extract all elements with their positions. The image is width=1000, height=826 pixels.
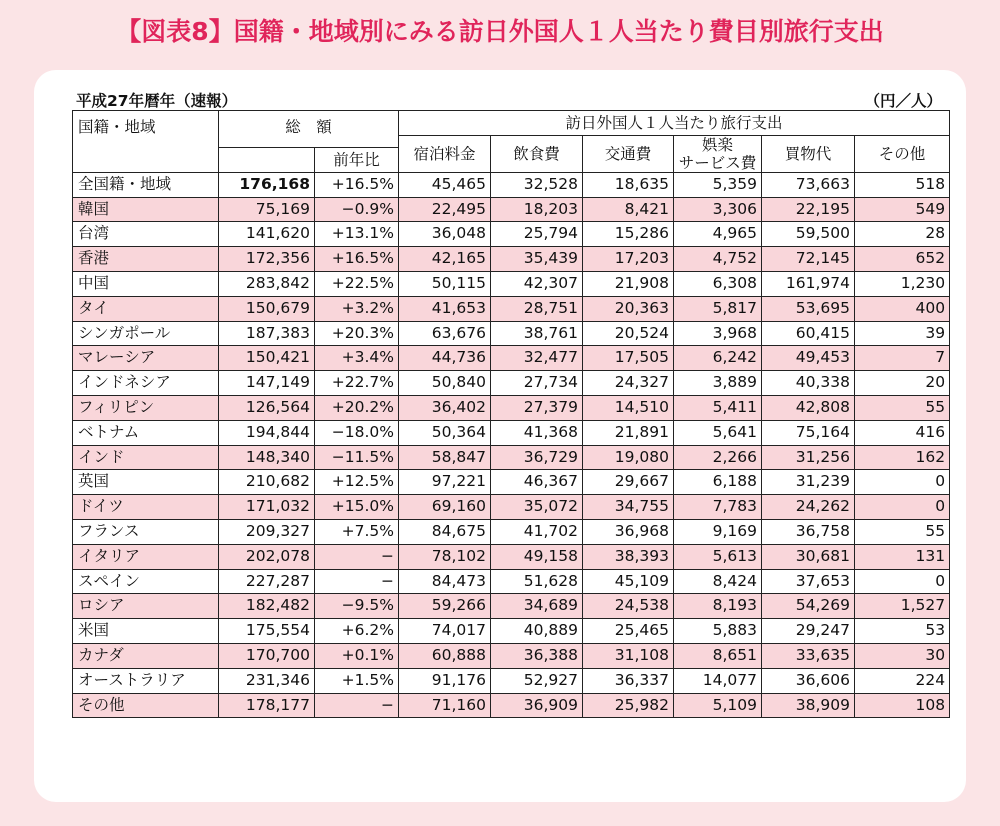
cell-total: 126,564 (219, 395, 315, 420)
cell-food: 40,889 (491, 619, 583, 644)
cell-transport: 25,465 (583, 619, 674, 644)
cell-other: 0 (855, 470, 950, 495)
cell-region: フランス (73, 519, 219, 544)
cell-region: 韓国 (73, 197, 219, 222)
cell-region: イタリア (73, 544, 219, 569)
cell-other: 55 (855, 519, 950, 544)
cell-region: タイ (73, 296, 219, 321)
cell-shopping: 60,415 (762, 321, 855, 346)
cell-yoy: +7.5% (315, 519, 399, 544)
cell-food: 51,628 (491, 569, 583, 594)
cell-total: 202,078 (219, 544, 315, 569)
cell-lodging: 84,675 (399, 519, 491, 544)
table-row (73, 321, 950, 346)
cell-other: 1,527 (855, 594, 950, 619)
cell-region: カナダ (73, 643, 219, 668)
cell-yoy: +1.5% (315, 668, 399, 693)
cell-lodging: 78,102 (399, 544, 491, 569)
cell-yoy: −9.5% (315, 594, 399, 619)
cell-entertainment: 3,968 (674, 321, 762, 346)
cell-food: 41,702 (491, 519, 583, 544)
cell-entertainment: 6,308 (674, 271, 762, 296)
cell-total: 231,346 (219, 668, 315, 693)
cell-transport: 31,108 (583, 643, 674, 668)
cell-entertainment: 4,752 (674, 247, 762, 272)
cell-lodging: 50,115 (399, 271, 491, 296)
cell-food: 36,909 (491, 693, 583, 718)
cell-region: 全国籍・地域 (73, 172, 219, 197)
table-row (73, 668, 950, 693)
cell-total: 150,421 (219, 346, 315, 371)
cell-transport: 19,080 (583, 445, 674, 470)
table-row (73, 519, 950, 544)
cell-transport: 18,635 (583, 172, 674, 197)
cell-entertainment: 6,242 (674, 346, 762, 371)
cell-transport: 8,421 (583, 197, 674, 222)
cell-region: ドイツ (73, 495, 219, 520)
cell-total: 283,842 (219, 271, 315, 296)
cell-lodging: 84,473 (399, 569, 491, 594)
table-row (73, 445, 950, 470)
cell-entertainment: 7,783 (674, 495, 762, 520)
cell-lodging: 58,847 (399, 445, 491, 470)
cell-yoy: − (315, 693, 399, 718)
cell-region: インドネシア (73, 371, 219, 396)
cell-yoy: +13.1% (315, 222, 399, 247)
cell-transport: 24,538 (583, 594, 674, 619)
cell-transport: 21,891 (583, 420, 674, 445)
cell-other: 0 (855, 495, 950, 520)
table-row (73, 247, 950, 272)
cell-yoy: +3.4% (315, 346, 399, 371)
cell-lodging: 71,160 (399, 693, 491, 718)
table-row (73, 619, 950, 644)
cell-lodging: 91,176 (399, 668, 491, 693)
header-shopping: 買物代 (762, 135, 855, 172)
cell-region: 米国 (73, 619, 219, 644)
cell-lodging: 44,736 (399, 346, 491, 371)
cell-lodging: 22,495 (399, 197, 491, 222)
cell-shopping: 42,808 (762, 395, 855, 420)
header-total-blank (219, 148, 315, 173)
cell-shopping: 36,758 (762, 519, 855, 544)
cell-shopping: 49,453 (762, 346, 855, 371)
cell-total: 187,383 (219, 321, 315, 346)
cell-region: スペイン (73, 569, 219, 594)
cell-entertainment: 14,077 (674, 668, 762, 693)
table-row (73, 296, 950, 321)
header-region: 国籍・地域 (73, 111, 219, 173)
cell-transport: 14,510 (583, 395, 674, 420)
cell-lodging: 69,160 (399, 495, 491, 520)
cell-shopping: 161,974 (762, 271, 855, 296)
cell-food: 18,203 (491, 197, 583, 222)
page-title: 【図表8】国籍・地域別にみる訪日外国人１人当たり費目別旅行支出 (116, 17, 884, 46)
cell-yoy: +0.1% (315, 643, 399, 668)
cell-food: 38,761 (491, 321, 583, 346)
cell-food: 36,388 (491, 643, 583, 668)
cell-shopping: 59,500 (762, 222, 855, 247)
cell-shopping: 75,164 (762, 420, 855, 445)
cell-entertainment: 8,193 (674, 594, 762, 619)
table-row (73, 172, 950, 197)
cell-other: 108 (855, 693, 950, 718)
header-total: 総 額 (219, 111, 399, 148)
cell-other: 1,230 (855, 271, 950, 296)
cell-region: 香港 (73, 247, 219, 272)
cell-transport: 15,286 (583, 222, 674, 247)
cell-other: 131 (855, 544, 950, 569)
cell-other: 224 (855, 668, 950, 693)
table-row (73, 693, 950, 718)
cell-lodging: 74,017 (399, 619, 491, 644)
cell-shopping: 30,681 (762, 544, 855, 569)
cell-region: オーストラリア (73, 668, 219, 693)
cell-transport: 36,968 (583, 519, 674, 544)
table-row (73, 569, 950, 594)
cell-shopping: 29,247 (762, 619, 855, 644)
cell-shopping: 24,262 (762, 495, 855, 520)
cell-other: 162 (855, 445, 950, 470)
cell-entertainment: 8,424 (674, 569, 762, 594)
cell-yoy: +22.5% (315, 271, 399, 296)
cell-transport: 17,203 (583, 247, 674, 272)
cell-total: 178,177 (219, 693, 315, 718)
table-row (73, 395, 950, 420)
cell-shopping: 33,635 (762, 643, 855, 668)
cell-region: シンガポール (73, 321, 219, 346)
table-row (73, 420, 950, 445)
cell-lodging: 41,653 (399, 296, 491, 321)
cell-yoy: −0.9% (315, 197, 399, 222)
cell-lodging: 60,888 (399, 643, 491, 668)
header-food: 飲食費 (491, 135, 583, 172)
unit-label: （円／人） (864, 92, 942, 110)
cell-lodging: 63,676 (399, 321, 491, 346)
cell-yoy: −11.5% (315, 445, 399, 470)
cell-transport: 24,327 (583, 371, 674, 396)
cell-transport: 29,667 (583, 470, 674, 495)
cell-yoy: +12.5% (315, 470, 399, 495)
cell-food: 35,072 (491, 495, 583, 520)
cell-total: 75,169 (219, 197, 315, 222)
cell-other: 416 (855, 420, 950, 445)
cell-region: フィリピン (73, 395, 219, 420)
cell-food: 46,367 (491, 470, 583, 495)
cell-other: 400 (855, 296, 950, 321)
cell-total: 147,149 (219, 371, 315, 396)
header-transport: 交通費 (583, 135, 674, 172)
cell-total: 148,340 (219, 445, 315, 470)
cell-total: 170,700 (219, 643, 315, 668)
cell-other: 549 (855, 197, 950, 222)
cell-yoy: +15.0% (315, 495, 399, 520)
cell-shopping: 36,606 (762, 668, 855, 693)
cell-shopping: 53,695 (762, 296, 855, 321)
cell-total: 227,287 (219, 569, 315, 594)
header-lodging: 宿泊料金 (399, 135, 491, 172)
cell-yoy: −18.0% (315, 420, 399, 445)
cell-yoy: +22.7% (315, 371, 399, 396)
cell-total: 175,554 (219, 619, 315, 644)
cell-transport: 17,505 (583, 346, 674, 371)
cell-food: 27,379 (491, 395, 583, 420)
cell-region: 英国 (73, 470, 219, 495)
cell-total: 150,679 (219, 296, 315, 321)
cell-region: 中国 (73, 271, 219, 296)
cell-other: 652 (855, 247, 950, 272)
cell-total: 209,327 (219, 519, 315, 544)
cell-yoy: − (315, 569, 399, 594)
cell-entertainment: 3,306 (674, 197, 762, 222)
cell-transport: 36,337 (583, 668, 674, 693)
cell-other: 53 (855, 619, 950, 644)
table-row (73, 495, 950, 520)
header-yoy: 前年比 (315, 148, 399, 173)
table-row (73, 271, 950, 296)
cell-transport: 21,908 (583, 271, 674, 296)
cell-transport: 34,755 (583, 495, 674, 520)
cell-entertainment: 3,889 (674, 371, 762, 396)
cell-yoy: +16.5% (315, 247, 399, 272)
cell-food: 34,689 (491, 594, 583, 619)
cell-shopping: 72,145 (762, 247, 855, 272)
header-entertainment (674, 135, 762, 172)
cell-entertainment: 5,883 (674, 619, 762, 644)
cell-lodging: 36,402 (399, 395, 491, 420)
cell-entertainment: 9,169 (674, 519, 762, 544)
cell-region: マレーシア (73, 346, 219, 371)
cell-yoy: +3.2% (315, 296, 399, 321)
cell-food: 41,368 (491, 420, 583, 445)
cell-food: 42,307 (491, 271, 583, 296)
cell-entertainment: 5,109 (674, 693, 762, 718)
cell-food: 27,734 (491, 371, 583, 396)
cell-food: 25,794 (491, 222, 583, 247)
cell-food: 32,528 (491, 172, 583, 197)
cell-entertainment: 4,965 (674, 222, 762, 247)
cell-other: 39 (855, 321, 950, 346)
cell-lodging: 50,364 (399, 420, 491, 445)
cell-yoy: +20.3% (315, 321, 399, 346)
cell-other: 28 (855, 222, 950, 247)
cell-region: その他 (73, 693, 219, 718)
cell-entertainment: 5,359 (674, 172, 762, 197)
cell-total: 210,682 (219, 470, 315, 495)
cell-yoy: +16.5% (315, 172, 399, 197)
cell-entertainment: 5,817 (674, 296, 762, 321)
cell-lodging: 45,465 (399, 172, 491, 197)
cell-total: 176,168 (219, 172, 315, 197)
table-row (73, 594, 950, 619)
cell-food: 32,477 (491, 346, 583, 371)
table-row (73, 346, 950, 371)
cell-shopping: 38,909 (762, 693, 855, 718)
cell-other: 30 (855, 643, 950, 668)
cell-total: 141,620 (219, 222, 315, 247)
cell-food: 28,751 (491, 296, 583, 321)
cell-total: 172,356 (219, 247, 315, 272)
cell-lodging: 42,165 (399, 247, 491, 272)
cell-transport: 25,982 (583, 693, 674, 718)
cell-shopping: 40,338 (762, 371, 855, 396)
cell-yoy: +20.2% (315, 395, 399, 420)
cell-shopping: 73,663 (762, 172, 855, 197)
cell-lodging: 59,266 (399, 594, 491, 619)
cell-food: 49,158 (491, 544, 583, 569)
cell-entertainment: 5,613 (674, 544, 762, 569)
cell-lodging: 36,048 (399, 222, 491, 247)
cell-other: 7 (855, 346, 950, 371)
table-row (73, 643, 950, 668)
cell-entertainment: 5,411 (674, 395, 762, 420)
header-other: その他 (855, 135, 950, 172)
cell-transport: 38,393 (583, 544, 674, 569)
header-entertainment-line1: 娯楽 (702, 135, 734, 154)
expenditure-table (72, 110, 950, 718)
cell-shopping: 31,256 (762, 445, 855, 470)
cell-food: 36,729 (491, 445, 583, 470)
cell-total: 171,032 (219, 495, 315, 520)
cell-shopping: 31,239 (762, 470, 855, 495)
cell-shopping: 54,269 (762, 594, 855, 619)
cell-lodging: 97,221 (399, 470, 491, 495)
cell-region: ロシア (73, 594, 219, 619)
cell-food: 52,927 (491, 668, 583, 693)
table-row (73, 371, 950, 396)
cell-other: 518 (855, 172, 950, 197)
table-row (73, 544, 950, 569)
cell-entertainment: 5,641 (674, 420, 762, 445)
period-label: 平成27年暦年（速報） (76, 92, 238, 110)
cell-yoy: +6.2% (315, 619, 399, 644)
cell-region: インド (73, 445, 219, 470)
cell-other: 55 (855, 395, 950, 420)
cell-transport: 20,524 (583, 321, 674, 346)
table-row (73, 197, 950, 222)
table-row (73, 222, 950, 247)
cell-region: ベトナム (73, 420, 219, 445)
cell-yoy: − (315, 544, 399, 569)
cell-transport: 20,363 (583, 296, 674, 321)
cell-total: 182,482 (219, 594, 315, 619)
cell-shopping: 22,195 (762, 197, 855, 222)
cell-transport: 45,109 (583, 569, 674, 594)
cell-food: 35,439 (491, 247, 583, 272)
header-group: 訪日外国人１人当たり旅行支出 (399, 111, 950, 136)
header-entertainment-line2: サービス費 (678, 153, 757, 172)
cell-entertainment: 6,188 (674, 470, 762, 495)
cell-region: 台湾 (73, 222, 219, 247)
cell-total: 194,844 (219, 420, 315, 445)
cell-entertainment: 8,651 (674, 643, 762, 668)
cell-entertainment: 2,266 (674, 445, 762, 470)
cell-other: 0 (855, 569, 950, 594)
cell-shopping: 37,653 (762, 569, 855, 594)
table-row (73, 470, 950, 495)
cell-lodging: 50,840 (399, 371, 491, 396)
cell-other: 20 (855, 371, 950, 396)
